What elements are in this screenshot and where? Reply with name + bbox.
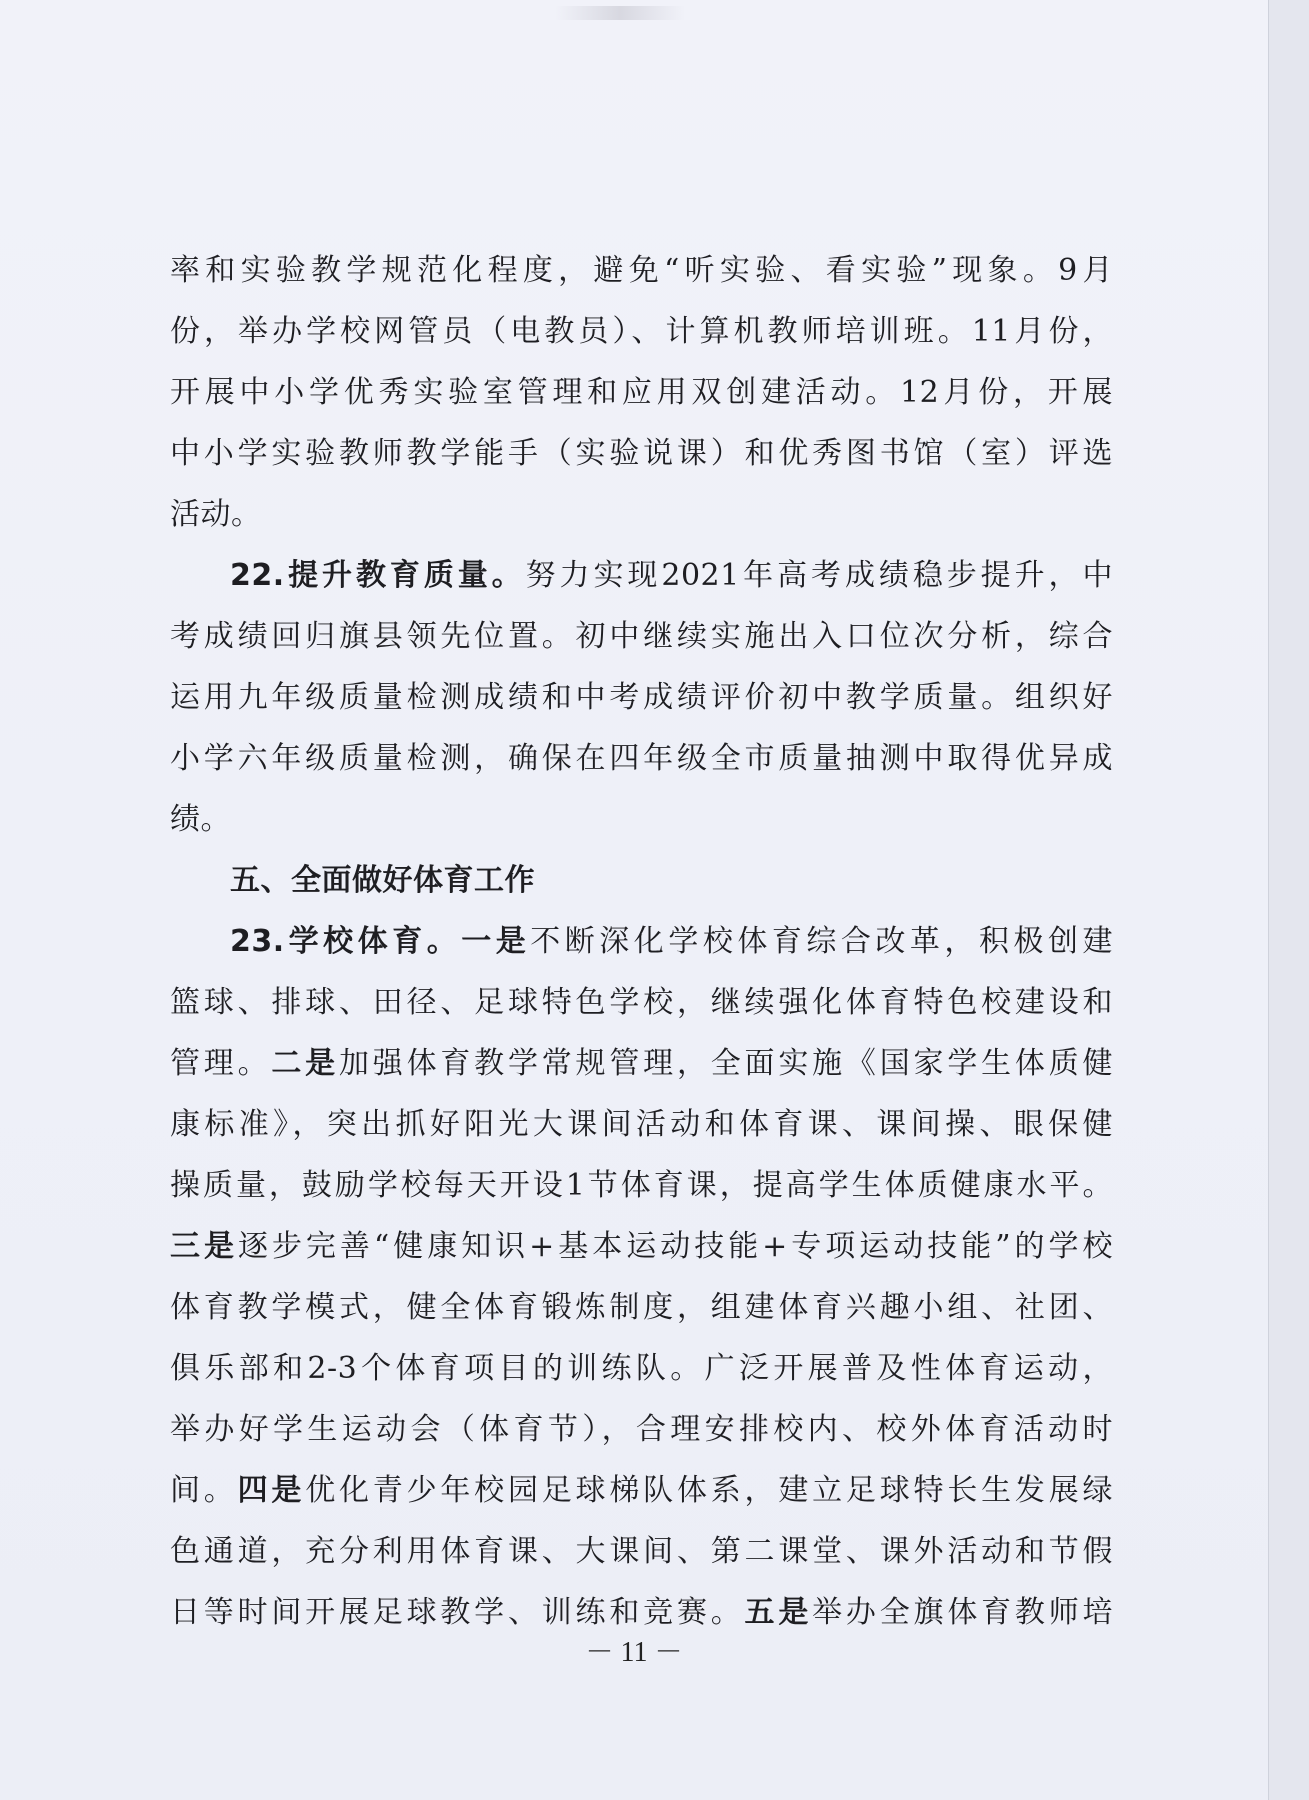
body-line: 中小学实验教师教学能手（实验说课）和优秀图书馆（室）评选	[170, 436, 1113, 471]
body-text: 举办全旗体育教师培	[812, 1595, 1114, 1630]
emphasis-marker: 四是	[237, 1473, 306, 1508]
item-22-text: 努力实现2021年高考成绩稳步提升，中	[525, 558, 1113, 593]
body-text: 优化青少年校园足球梯队体系，建立足球特长生发展绿	[305, 1473, 1114, 1508]
body-text: 逐步完善“健康知识+基本运动技能+专项运动技能”的学校	[237, 1229, 1113, 1264]
body-text: 间。	[170, 1473, 238, 1508]
body-line	[170, 1460, 1113, 1521]
body-line	[170, 1033, 1113, 1094]
body-line: 举办好学生运动会（体育节），合理安排校内、校外体育活动时	[170, 1412, 1113, 1447]
body-line: 活动。	[170, 497, 262, 532]
document-body	[170, 240, 1113, 1643]
emphasis-marker: 二是	[271, 1046, 339, 1081]
body-line: 色通道，充分利用体育课、大课间、第二课堂、课外活动和节假	[170, 1534, 1113, 1569]
body-line: 小学六年级质量检测，确保在四年级全市质量抽测中取得优异成	[170, 741, 1113, 776]
body-line: 绩。	[170, 802, 231, 837]
body-line: 份，举办学校网管员（电教员）、计算机教师培训班。11月份，	[170, 314, 1113, 349]
body-text: 管理。	[170, 1046, 272, 1081]
body-line: 康标准》，突出抓好阳光大课间活动和体育课、课间操、眼保健	[170, 1107, 1113, 1142]
scan-page-edge	[1268, 0, 1309, 1800]
body-line: 篮球、排球、田径、足球特色学校，继续强化体育特色校建设和	[170, 985, 1113, 1020]
body-text: 日等时间开展足球教学、训练和竞赛。	[170, 1595, 745, 1630]
body-text: 不断深化学校体育综合改革，积极创建	[530, 924, 1113, 959]
emphasis-marker: 一是	[461, 924, 531, 959]
body-line: 运用九年级质量检测成绩和中考成绩评价初中教学质量。组织好	[170, 680, 1113, 715]
body-line: 操质量，鼓励学校每天开设1节体育课，提高学生体质健康水平。	[170, 1168, 1113, 1203]
emphasis-marker: 五是	[744, 1595, 813, 1630]
body-line: 体育教学模式，健全体育锻炼制度，组建体育兴趣小组、社团、	[170, 1290, 1113, 1325]
item-22-first-line	[170, 545, 1113, 606]
body-line: 考成绩回归旗县领先位置。初中继续实施出入口位次分析，综合	[170, 619, 1113, 654]
item-22-label: 22.提升教育质量。	[230, 558, 526, 593]
body-text: 加强体育教学常规管理，全面实施《国家学生体质健	[338, 1046, 1114, 1081]
scan-artifact	[555, 6, 685, 20]
body-line	[170, 1216, 1113, 1277]
section-heading: 五、全面做好体育工作	[230, 863, 535, 898]
page-number: － 11 －	[585, 1637, 683, 1668]
emphasis-marker: 三是	[170, 1229, 238, 1264]
body-line: 率和实验教学规范化程度，避免“听实验、看实验”现象。9月	[170, 253, 1113, 288]
body-line: 开展中小学优秀实验室管理和应用双创建活动。12月份，开展	[170, 375, 1113, 410]
item-23-first-line	[170, 911, 1113, 972]
body-line: 俱乐部和2-3个体育项目的训练队。广泛开展普及性体育运动，	[170, 1351, 1113, 1386]
item-23-label: 23.学校体育。	[230, 924, 462, 959]
